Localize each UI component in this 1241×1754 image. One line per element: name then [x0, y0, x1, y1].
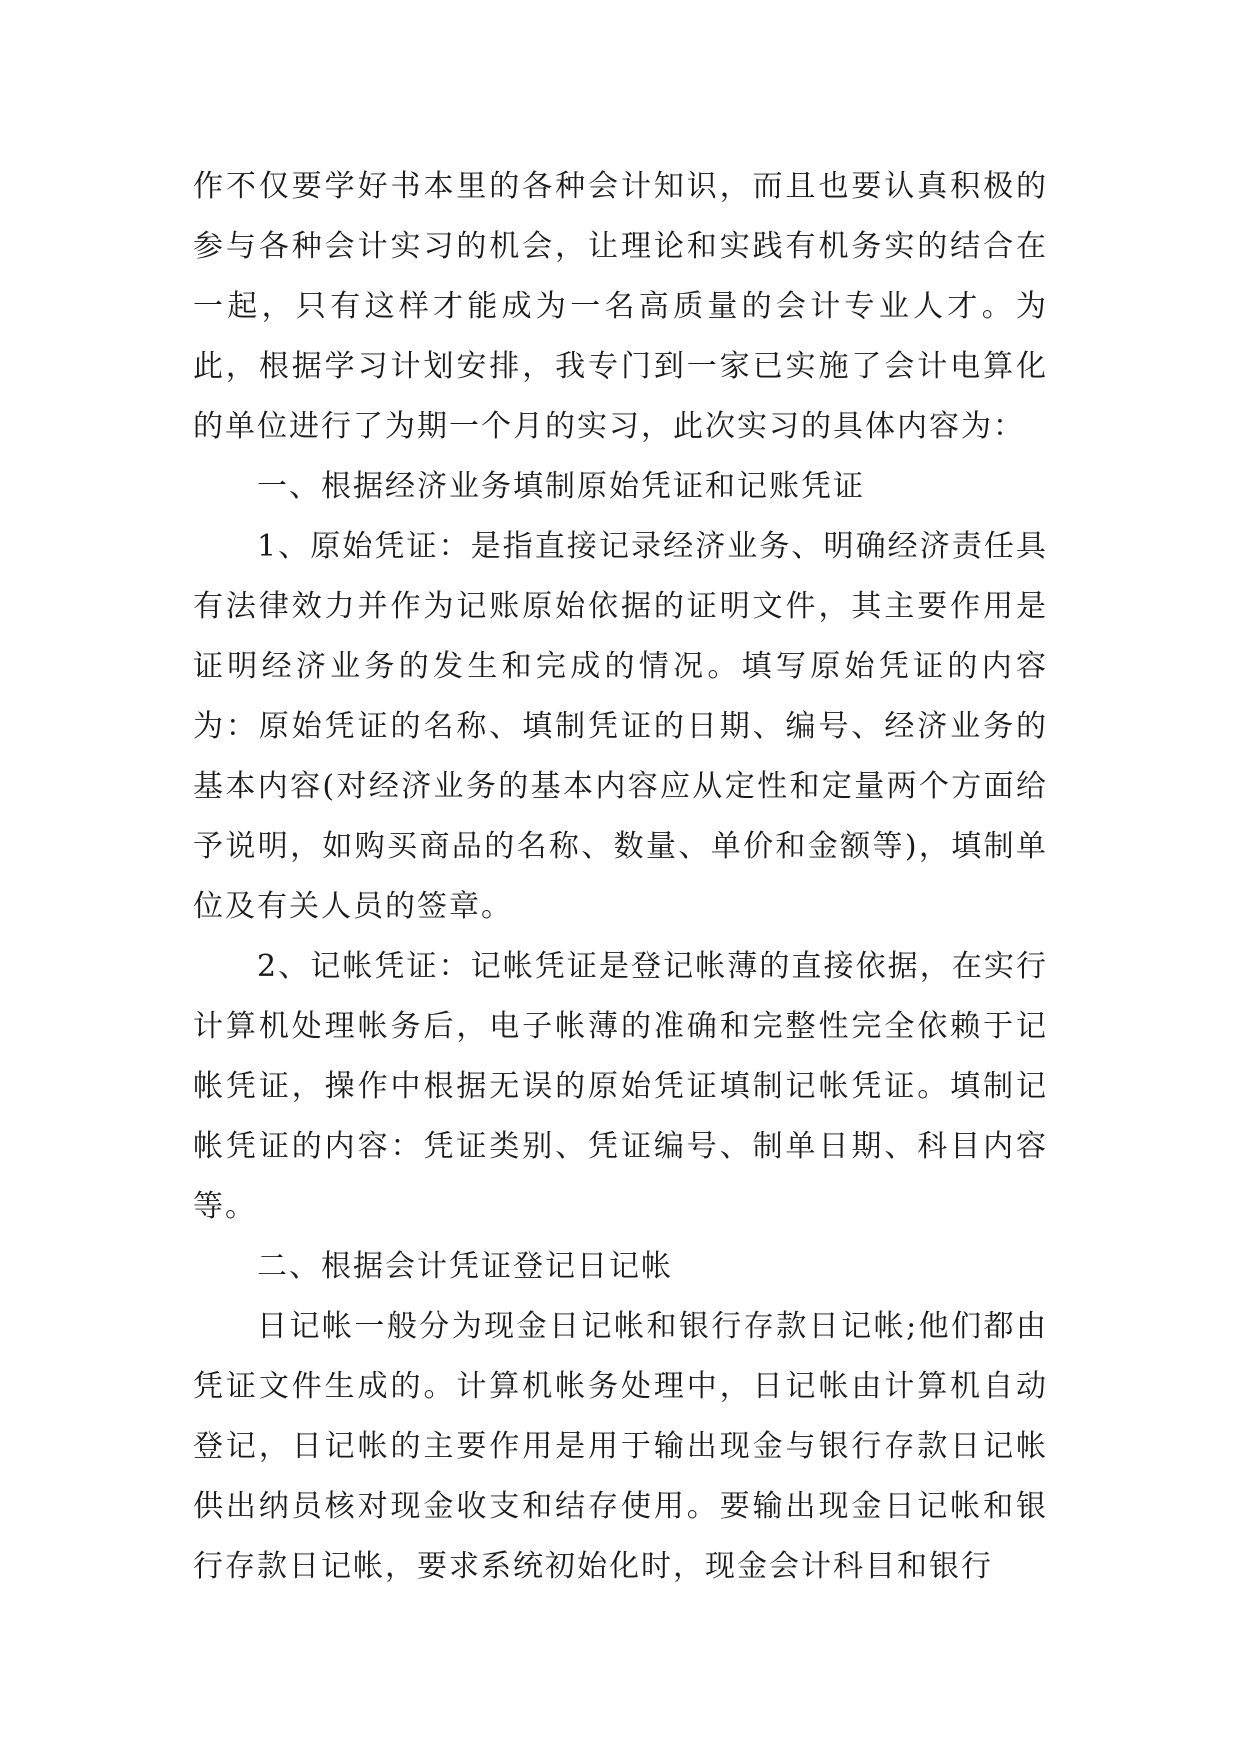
section-heading-1: 一、根据经济业务填制原始凭证和记账凭证	[257, 469, 865, 504]
paragraph-original-voucher: 1、原始凭证：是指直接记录经济业务、明确经济责任具有法律效力并作为记账原始依据的证明文件，其主要作用是证明经济业务的发生和完成的情况。填写原始凭证的内容为：原始凭证的名称、填制凭证的日期、编号、经济业务的基本内容(对经济业务的基本内容应从定性和定量两个方面给予说明，如购买商品的名称、数量、单价和金额等)，填制单位及有关人员的签章。	[193, 529, 1048, 924]
paragraph-intro: 作不仅要学好书本里的各种会计知识，而且也要认真积极的参与各种会计实习的机会，让理论和实践有机务实的结合在一起，只有这样才能成为一名高质量的会计专业人才。为此，根据学习计划安排，我专门到一家已实施了会计电算化的单位进行了为期一个月的实习，此次实习的具体内容为：	[193, 169, 1048, 444]
section-heading-2: 二、根据会计凭证登记日记帐	[257, 1249, 673, 1284]
paragraph-journal: 日记帐一般分为现金日记帐和银行存款日记帐;他们都由凭证文件生成的。计算机帐务处理中，日记帐由计算机自动登记，日记帐的主要作用是用于输出现金与银行存款日记帐供出纳员核对现金收支和结存使用。要输出现金日记帐和银行存款日记帐，要求系统初始化时，现金会计科目和银行	[193, 1309, 1048, 1584]
paragraph-accounting-voucher: 2、记帐凭证：记帐凭证是登记帐薄的直接依据，在实行计算机处理帐务后，电子帐薄的准确和完整性完全依赖于记帐凭证，操作中根据无误的原始凭证填制记帐凭证。填制记帐凭证的内容：凭证类别、凭证编号、制单日期、科目内容等。	[193, 949, 1048, 1224]
document-body	[193, 157, 1048, 1597]
